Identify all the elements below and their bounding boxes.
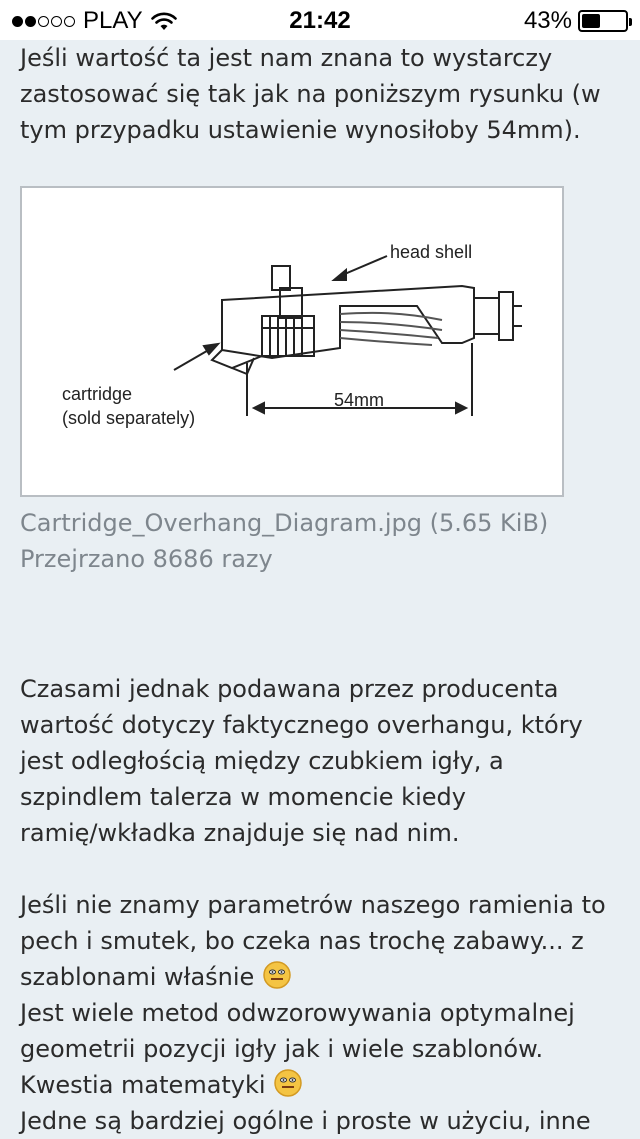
label-cartridge: cartridge <box>62 384 133 404</box>
carrier-name: PLAY <box>83 7 143 34</box>
intro-paragraph: Jeśli wartość ta jest nam znana to wystarczy zastosować się tak jak na poniższym rysunku (w tym przypadku ustawienie wynosiłoby 54mm). <box>20 44 601 144</box>
image-caption <box>20 505 620 577</box>
status-bar <box>0 0 640 40</box>
status-time: 21:42 <box>289 7 351 34</box>
article-content <box>20 40 620 1139</box>
battery-fill <box>582 14 600 28</box>
label-head-shell: head shell <box>390 242 473 262</box>
smile-emoji-icon <box>262 960 292 990</box>
label-distance: 54mm <box>334 390 385 410</box>
label-sold-separately: (sold separately) <box>62 408 196 428</box>
template-paragraph <box>20 887 620 1139</box>
battery-icon <box>578 10 628 32</box>
overhang-diagram-image[interactable] <box>20 186 564 497</box>
template-text-2: Jest wiele metod odwzorowywania optymalnej geometrii pozycji igły jak i wiele szablonów. Kwestia matematyki <box>20 999 575 1099</box>
battery-tip <box>629 18 632 26</box>
overhang-paragraph: Czasami jednak podawana przez producenta wartość dotyczy faktycznego overhangu, który jest odległością między czubkiem igły, a szpindlem talerza w momencie kiedy ramię/wkładka znajduje się nad nim. <box>20 675 583 847</box>
image-filename-link[interactable]: Cartridge_Overhang_Diagram.jpg (5.65 KiB) <box>20 509 549 537</box>
template-text-1: Jeśli nie znamy parametrów naszego ramienia to pech i smutek, bo czeka nas trochę zabawy... z szablonami właśnie <box>20 891 606 991</box>
spacer <box>20 577 620 671</box>
status-right <box>524 7 628 35</box>
image-view-count: Przejrzano 8686 razy <box>20 545 273 573</box>
template-text-3: Jedne są bardziej ogólne i proste w użyciu, inne <box>20 1107 591 1135</box>
battery-percent: 43% <box>523 7 572 34</box>
smile-emoji-icon <box>273 1068 303 1098</box>
diagram-drawing <box>22 188 562 495</box>
spacer <box>20 851 620 887</box>
